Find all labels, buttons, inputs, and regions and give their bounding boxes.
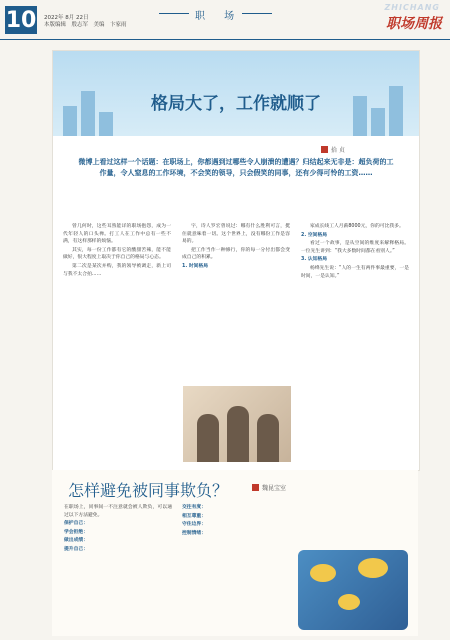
article-column-1: [64, 504, 172, 555]
article-secondary: [52, 470, 418, 636]
author-name: 拾 贞: [331, 147, 345, 154]
article-headline: 怎样避免被同事欺负？: [68, 481, 229, 500]
paragraph-lead: 控制情绪：: [182, 530, 206, 536]
paragraph: 把工作当作一种修行，你的每一分付出都会变成自己的积累。: [182, 247, 290, 261]
article-headline: 格局大了，工作就顺了: [151, 94, 321, 114]
editor-credit: 本版编辑 殷志军 美编 卞家雨: [44, 22, 127, 28]
paragraph: 看过一个故事，是从空间的维度来解释格局。一位先生讲到：“我大多数时间都在看别人。”: [301, 241, 409, 254]
brand-english: ZHICHANG: [384, 3, 440, 12]
article-column-2: [182, 223, 290, 272]
article-intro: 微博上看过这样一个话题：在职场上，你都遇到过哪些令人崩溃的遭遇？归结起来无非是：超负荷的工作量，令人窒息的工作环境，不会笑的领导，只会假笑的同事，还有少得可怜的工资……: [78, 158, 394, 177]
subheading: 1. 时间格局: [182, 263, 209, 269]
pen-icon: [321, 146, 328, 153]
article-column-2: [182, 504, 290, 538]
article-column-3: [301, 223, 409, 281]
section-title: 职 场: [195, 7, 242, 22]
paragraph-lead: 提升自己：: [64, 546, 88, 552]
paragraph: 其实，每一份工作都有它的酸甜苦辣，能不能做好，很大程度上取决于你自己的格局与心态。: [63, 247, 171, 261]
paragraph: 杨绛先生说：“人的一生有两件事最重要，一是时间，一是认知。”: [301, 265, 409, 279]
paragraph-lead: 相互尊重：: [182, 513, 206, 519]
article-main: [52, 50, 420, 471]
page-number: 10: [5, 7, 37, 33]
brand-logo: 职场周报: [386, 16, 442, 32]
article-illustration: [298, 550, 408, 630]
article-byline: [252, 483, 286, 492]
paragraph-lead: 交往有度：: [182, 505, 206, 510]
article-photo: [183, 386, 291, 462]
subheading: 3. 认知格局: [301, 257, 328, 263]
subheading: 2. 空间格局: [301, 232, 328, 238]
header-rule: [0, 39, 450, 40]
paragraph: 在职场上，同事间一不注意就会被人欺负，可以通过以下方法避免。: [64, 505, 172, 518]
paragraph-lead: 学会拒绝：: [64, 529, 88, 535]
paragraph-lead: 做出成绩：: [64, 538, 88, 544]
paragraph: 字，诗人罗宏曾说过：哪有什么胜利可言，挺住就意味着一切。这个世界上，没有哪份工作是容易的。: [182, 224, 290, 245]
issue-date: 2022年 8月 22日: [44, 15, 89, 21]
article-column-1: [63, 223, 171, 279]
pen-icon: [252, 484, 259, 491]
paragraph-lead: 保护自己：: [64, 521, 88, 527]
article-byline: [321, 145, 345, 154]
headline-banner: [53, 51, 419, 136]
paragraph-lead: 守住边界：: [182, 522, 206, 528]
paragraph: 家成长线工人月薪8000元，你的可比我多。: [310, 224, 404, 229]
author-name: 魏昆宝室: [262, 485, 287, 492]
paragraph: 第二次是某次并购，我的领导被调走，新上司与我不太合拍……: [63, 263, 171, 277]
dateline: [44, 15, 127, 29]
paragraph: 曾几何时，这些耳熟能详的职场抱怨，成为一代年轻人的口头禅。打工人在工作中总有一些不满，有这样那样的烦恼。: [63, 224, 171, 245]
